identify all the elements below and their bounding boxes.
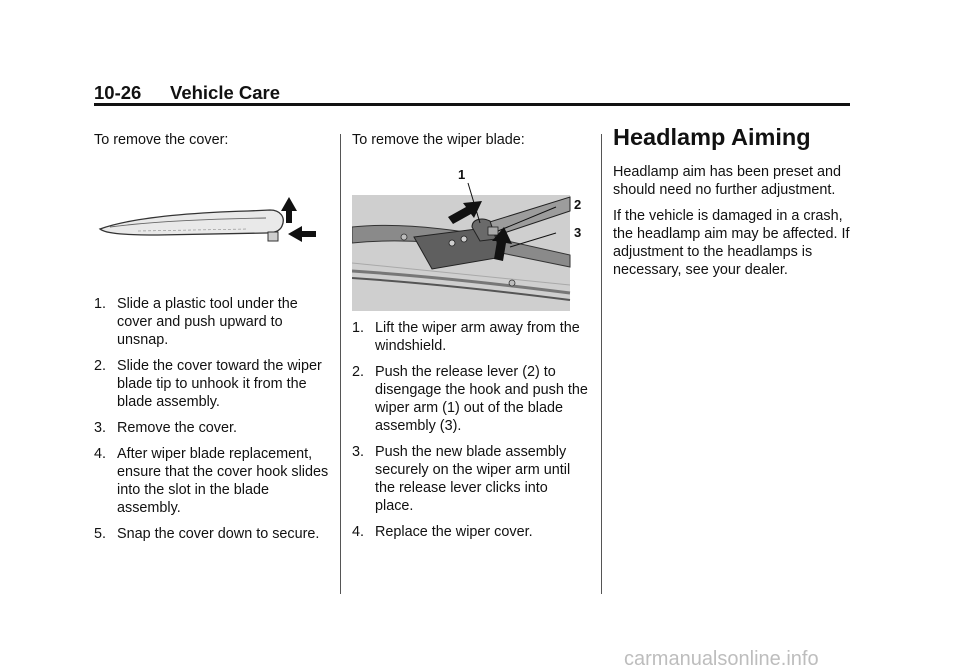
watermark-text: carmanualsonline.info [624,648,819,670]
list-item [352,443,588,515]
list-item [94,295,330,349]
list-item [352,363,588,435]
step-text: Push the new blade assembly securely on the wiper arm until the release lever clicks into place. [375,444,571,514]
callout-label: 3 [574,225,582,240]
list-item [352,319,588,355]
header-rule [94,103,850,106]
remove-blade-steps [352,319,588,541]
step-number: 4. [352,524,365,540]
right-column [613,124,853,287]
column-divider-left [340,134,341,594]
wiper-blade-illustration [352,167,584,311]
chapter-title: Vehicle Care [170,82,281,103]
callout-label: 1 [458,167,466,182]
step-number: 3. [94,420,107,436]
list-item [94,419,330,437]
step-number: 2. [352,364,365,380]
step-text: Slide the cover toward the wiper blade tip to unhook it from the blade assembly. [117,358,322,410]
step-number: 3. [352,444,365,460]
wiper-cover-illustration [98,193,318,257]
step-text: Lift the wiper arm away from the windshield. [375,320,580,354]
step-number: 2. [94,358,107,374]
list-item [94,525,330,543]
paragraph: Headlamp aim has been preset and should need no further adjustment. [613,164,841,198]
step-number: 4. [94,446,107,462]
list-item [94,357,330,411]
list-item [94,445,330,517]
remove-cover-intro: To remove the cover: [94,132,229,148]
step-number: 1. [94,296,107,312]
step-number: 5. [94,526,107,542]
page-header [94,80,850,104]
paragraph: If the vehicle is damaged in a crash, the headlamp aim may be affected. If adjustment to the headlamps is necessary, see your dealer. [613,208,850,278]
remove-cover-steps [94,295,330,543]
step-text: Snap the cover down to secure. [117,526,320,542]
step-text: After wiper blade replacement, ensure that the cover hook slides into the slot in the blade assembly. [117,446,329,516]
list-item [352,523,588,541]
step-text: Replace the wiper cover. [375,524,533,540]
callout-label: 2 [574,197,582,212]
page-number: 10-26 [94,82,142,103]
step-text: Push the release lever (2) to disengage the hook and push the wiper arm (1) out of the blade assembly (3). [375,364,588,434]
section-heading: Headlamp Aiming [613,124,811,150]
column-divider-right [601,134,602,594]
step-text: Slide a plastic tool under the cover and push upward to unsnap. [117,296,298,348]
left-column [94,131,330,551]
middle-column [352,131,588,549]
step-text: Remove the cover. [117,420,237,436]
remove-blade-intro: To remove the wiper blade: [352,132,525,148]
step-number: 1. [352,320,365,336]
